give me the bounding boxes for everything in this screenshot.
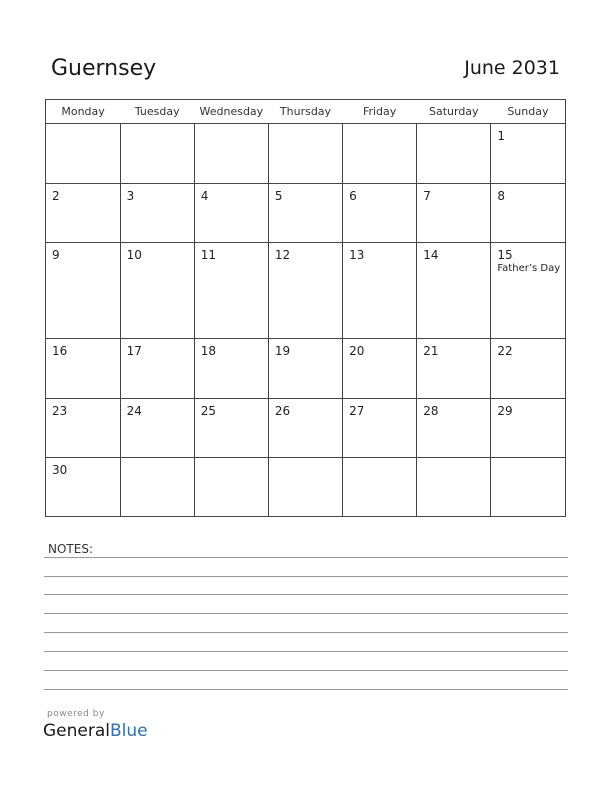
day-cell (417, 243, 491, 339)
notes-label: NOTES: (48, 542, 93, 556)
day-number: 23 (52, 403, 68, 418)
day-number: 7 (423, 188, 431, 203)
day-number: 29 (497, 403, 513, 418)
day-cell (120, 398, 194, 458)
day-number: 15 (497, 248, 513, 263)
day-cell (268, 398, 342, 458)
day-number: 11 (200, 248, 217, 263)
day-cell (268, 183, 342, 243)
day-cell (194, 124, 268, 184)
day-cell (46, 183, 120, 243)
day-cell (343, 183, 417, 243)
weekday-friday: Friday (343, 100, 417, 124)
notes-line (44, 689, 568, 690)
day-number: 17 (126, 343, 142, 358)
day-cell (268, 243, 342, 339)
day-number: 18 (200, 343, 217, 358)
day-cell (268, 458, 342, 516)
calendar-country-title: Guernsey (51, 56, 157, 81)
day-cell (491, 398, 565, 458)
day-cell (417, 183, 491, 243)
day-number: 13 (349, 248, 365, 263)
day-cell (194, 338, 268, 398)
day-number: 5 (274, 188, 283, 203)
day-cell (268, 124, 342, 184)
day-cell (46, 124, 120, 184)
notes-line (44, 594, 568, 595)
week-row (46, 183, 565, 243)
weekday-monday: Monday (46, 100, 120, 124)
day-number: 14 (423, 248, 439, 263)
weekday-saturday: Saturday (417, 100, 491, 124)
weekday-thursday: Thursday (268, 100, 342, 124)
day-cell (194, 243, 268, 339)
day-number: 9 (52, 248, 60, 263)
day-cell (46, 398, 120, 458)
day-cell (417, 338, 491, 398)
day-cell (194, 398, 268, 458)
day-cell (194, 183, 268, 243)
day-number: 1 (497, 129, 505, 143)
day-number: 26 (274, 403, 291, 418)
day-number: 19 (274, 343, 291, 358)
day-cell (120, 243, 194, 339)
day-cell (491, 124, 565, 184)
notes-line (44, 613, 568, 614)
day-cell (491, 458, 565, 516)
day-number: 25 (200, 403, 217, 418)
day-number: 6 (349, 188, 357, 203)
day-number: 27 (349, 403, 365, 418)
notes-line (44, 576, 568, 577)
day-cell (46, 338, 120, 398)
day-cell (343, 243, 417, 339)
day-cell (268, 338, 342, 398)
day-cell (343, 398, 417, 458)
day-cell (343, 458, 417, 516)
day-cell (120, 124, 194, 184)
day-number: 20 (349, 343, 365, 358)
day-number: 12 (274, 248, 291, 263)
day-number: 4 (200, 188, 209, 203)
weekday-tuesday: Tuesday (120, 100, 194, 124)
day-cell (120, 338, 194, 398)
day-cell (491, 338, 565, 398)
day-cell (46, 243, 120, 339)
day-cell (417, 398, 491, 458)
day-number: 3 (126, 188, 135, 203)
day-number: 30 (52, 463, 68, 478)
day-cell (120, 458, 194, 516)
day-number: 2 (52, 188, 60, 203)
day-cell (417, 458, 491, 516)
day-number: 8 (497, 188, 505, 203)
calendar-grid (45, 99, 566, 517)
day-cell (343, 124, 417, 184)
holiday-label: Father’s Day (497, 263, 561, 275)
day-number: 22 (497, 343, 513, 358)
notes-line (44, 557, 568, 558)
week-row (46, 243, 565, 339)
day-number: 16 (52, 343, 68, 358)
powered-by-text: powered by (47, 709, 105, 719)
week-row (46, 124, 565, 184)
brand-general: General (43, 721, 110, 741)
weekday-header-row (46, 100, 565, 124)
week-row (46, 338, 565, 398)
notes-line (44, 651, 568, 652)
notes-line (44, 632, 568, 633)
calendar-month-year: June 2031 (464, 57, 560, 79)
weekday-wednesday: Wednesday (194, 100, 268, 124)
day-cell (491, 243, 565, 339)
day-cell (120, 183, 194, 243)
day-cell (46, 458, 120, 516)
day-cell (194, 458, 268, 516)
day-number: 24 (126, 403, 142, 418)
day-cell (491, 183, 565, 243)
day-number: 10 (126, 248, 142, 263)
brand-logo (43, 721, 148, 741)
weekday-sunday: Sunday (491, 100, 565, 124)
notes-line (44, 670, 568, 671)
day-cell (417, 124, 491, 184)
week-row (46, 458, 565, 516)
day-number: 28 (423, 403, 439, 418)
day-number: 21 (423, 343, 439, 358)
brand-blue: Blue (110, 721, 148, 741)
day-cell (343, 338, 417, 398)
week-row (46, 398, 565, 458)
